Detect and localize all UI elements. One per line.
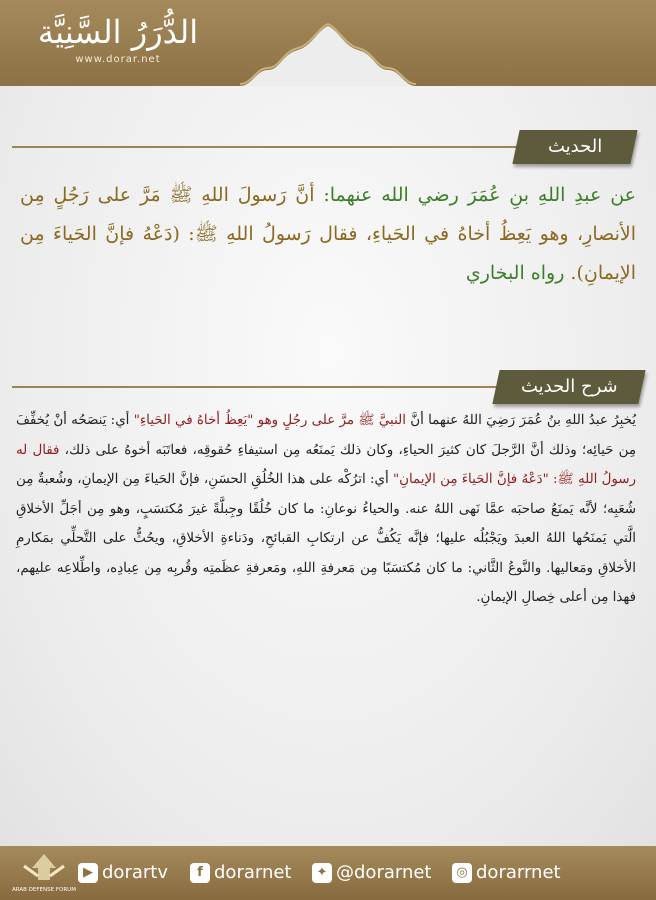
sharh-text xyxy=(16,406,636,613)
facebook-link[interactable] xyxy=(190,860,292,886)
sharh-highlight-1: النبيَّ ﷺ مرَّ على رجُلٍ وهو "يَعِظُ أخاهُ في الحَياءِ" xyxy=(133,413,406,428)
brand-logo[interactable] xyxy=(18,12,218,65)
instagram-link[interactable] xyxy=(452,860,561,886)
sharh-part-2: أي: يَنصَحُه أنْ يُخفِّفَ مِن حَيائِه؛ وذلك أنَّ الرَّجلَ كان كثيرَ الحياءِ، وكان ذلك يَمنَعُه مِن استيفاءِ حُقوقِه، فعاتَبَه أخوهُ على ذلك، xyxy=(16,413,637,458)
brand-name: الدُّرَرُ السَّنِيَّة xyxy=(37,13,199,51)
instagram-handle: dorarrnet xyxy=(476,862,561,883)
hadith-narrator: عن عبدِ اللهِ بنِ عُمَرَ رضي الله عنهما: xyxy=(314,184,637,206)
hadith-section-title: الحديث xyxy=(547,136,603,157)
hadith-text xyxy=(20,176,636,293)
twitter-icon: ✦ xyxy=(312,863,332,883)
youtube-link[interactable] xyxy=(78,860,168,886)
twitter-link[interactable] xyxy=(312,860,432,886)
sharh-part-1: يُخبِرُ عبدُ اللهِ بنُ عُمَرَ رَضِيَ اللهُ عنهما أنَّ xyxy=(405,413,636,428)
youtube-handle: dorartv xyxy=(102,862,168,883)
svg-text:ARAB DEFENSE FORUM: ARAB DEFENSE FORUM xyxy=(12,887,76,893)
sharh-divider xyxy=(12,386,500,388)
youtube-icon: ▶ xyxy=(78,863,98,883)
sharh-highlight-2: فقال له رسولُ اللهِ ﷺ: "دَعْهُ فإنَّ الحَياءَ مِن الإيمانِ" xyxy=(16,442,636,487)
sharh-section-title: شرح الحديث xyxy=(520,376,618,397)
hadith-divider xyxy=(12,146,520,148)
hadith-section-ribbon xyxy=(512,130,637,164)
instagram-icon: ◎ xyxy=(452,863,472,883)
hadith-body: أنَّ رَسولَ اللهِ ﷺ مَرَّ على رَجُلٍ مِن الأنصارِ، وهو يَعِظُ أخاهُ في الحَياءِ، فقال رَسولُ اللهِ ﷺ: (دَعْهُ فإنَّ الحَياءَ مِن الإيمانِ). xyxy=(20,184,636,284)
hadith-source: رواه البخاري xyxy=(465,262,565,284)
facebook-icon: f xyxy=(190,863,210,883)
facebook-handle: dorarnet xyxy=(214,862,292,883)
twitter-handle: @dorarnet xyxy=(336,862,432,883)
sharh-section-ribbon xyxy=(492,370,645,404)
sharh-part-3: أي: اترُكْه على هذا الخُلُقِ الحسَنِ، فإنَّ الحَياءَ مِن الإيمانِ، وشُعبةٌ مِن شُعَبِه؛ لأنَّه يَمنَعُ صاحبَه عمَّا نَهى اللهُ عنه. والحياءُ نوعانِ: ما كان خُلُقًا وجِبلَّةً غيرَ مُكتسَبٍ، وهو مِن أجَلِّ الأخلاقِ الَّتي يَمنَحُها اللهُ العبدَ ويَجْبُلُه عليها؛ فإنَّه يَكُفُّ عن ارتكابِ القبائحِ، ودَناءةِ الأخلاقِ، ويحُثُّ على التَّحلِّي بمَكارمِ الأخلاقِ ومَعاليها. والنَّوعُ الثَّاني: ما كان مُكتسَبًا مِن مَعرفةِ اللهِ، ومَعرفةِ عظَمتِه وقُربِه مِن عِبادِه، واطِّلاعِه عليهم، فهذا مِن أعلى خِصالِ الإيمانِ. xyxy=(16,472,636,605)
arab-defense-forum-watermark xyxy=(4,850,84,896)
brand-url: www.dorar.net xyxy=(75,54,161,65)
